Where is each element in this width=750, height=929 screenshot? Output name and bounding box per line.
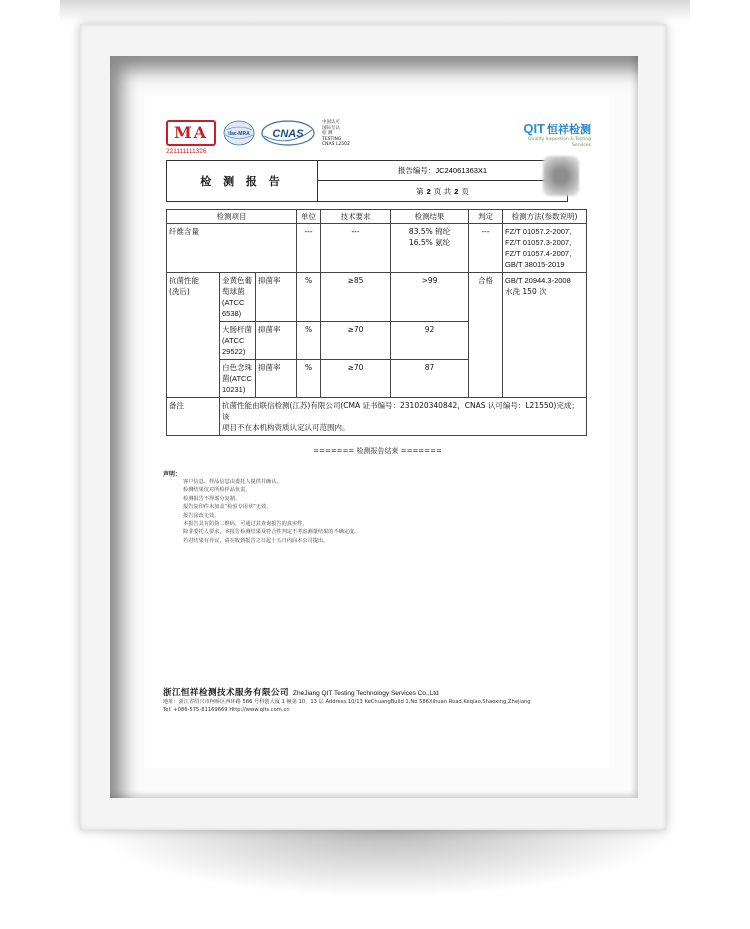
strain-line: 10231) [222,385,246,394]
page-prefix: 第 [416,186,424,196]
strain-line: 大肠杆菌 [222,325,252,334]
fiber-result-line: 83.5% 锦纶 [408,227,451,236]
fiber-judgement: --- [469,224,503,273]
cnas-label: CNAS [272,128,304,140]
report-title-box [166,160,568,202]
table-header-row [167,210,587,224]
row-result: >99 [391,273,469,322]
table-row [167,224,587,273]
strain-name [220,273,256,322]
strain-name [220,360,256,398]
antibacterial-item-line: 抗菌性能 [169,276,199,285]
company-name [163,686,593,698]
column-header: 技术要求 [321,210,391,224]
strain-line: 白色念珠 [222,363,252,372]
strain-line: 菌(ATCC [222,374,252,383]
strain-name [220,322,256,360]
column-header: 检测结果 [391,210,469,224]
company-contact: Tel: +086-575-81169669 Http://www.qits.com.cn [163,707,290,713]
strain-line: (ATCC [222,336,245,345]
fiber-requirement: --- [321,224,391,273]
row-unit: % [297,360,321,398]
page-indicator [318,181,567,201]
remark-line: 抗菌性能由联信检测(江苏)有限公司(CMA 证书编号：231020340842，CNAS 认可编号：L21550)完成；该 [222,401,579,421]
report-end-marker: ======= 检测报告结束 ======= [313,447,442,455]
company-name-cn: 浙江恒祥检测技术服务有限公司 [163,688,290,698]
report-page [145,96,610,768]
redacted-qr-code [543,156,579,196]
page-suffix: 页 [461,186,469,196]
column-header: 检测方法(参数说明) [503,210,587,224]
test-parameter: 抑菌率 [256,322,297,360]
table-row [167,273,587,322]
remark-text [220,398,587,436]
qit-cn: 恒祥检测 [547,124,591,136]
frame-shadow [90,828,680,898]
row-requirement: ≥70 [321,322,391,360]
strain-line: 金黄色葡 [222,276,252,285]
row-requirement: ≥85 [321,273,391,322]
report-number [318,161,567,181]
method-line: FZ/T 01057.4-2007, [505,249,572,258]
method-line: GB/T 38015-2019 [505,260,565,269]
qit-wordmark [511,122,591,137]
cnas-logo [258,118,318,148]
test-parameter: 抑菌率 [256,273,297,322]
fiber-result-line: 16.5% 氨纶 [408,238,451,247]
method-line: GB/T 20944.3-2008 [505,276,571,285]
cnas-caption-line: 中国认可 [322,120,340,125]
column-header: 单位 [297,210,321,224]
declaration-line: 本报告具有防伪二维码，可通过其查询报告的真实性。 [183,521,308,528]
report-number-value: JC24061363X1 [435,166,488,175]
declaration-line: 若对结果有异议，请在收到报告之日起十五日内向本公司提出。 [183,537,329,544]
strain-line: 29522) [222,347,246,356]
qit-brand: QIT [523,121,545,136]
declaration-line: 除非委托人要求，本报告检测结果及符合性判定不考虑测量结果的不确定度。 [183,529,360,536]
antibacterial-item [167,273,220,398]
cnas-caption-line: 国际互认 [322,125,340,131]
remark-row [167,398,587,436]
declaration-title: 声明： [163,471,182,478]
results-table [166,209,587,436]
antibacterial-item-line: (洗后) [169,287,190,296]
row-unit: % [297,273,321,322]
row-result: 87 [391,360,469,398]
top-shade [60,0,690,22]
column-header: 判定 [469,210,503,224]
cnas-caption [322,120,372,148]
cnas-caption-line: 检 测 [322,131,333,137]
method-line: FZ/T 01057.2-2007, [505,227,572,236]
remark-line: 项目不在本机构资质认定认可范围内。 [222,423,350,432]
company-address: 地址：浙江省绍兴市柯桥区西环路 586 号科创大厦 1 幢第 10、13 层 Address:10/13 KeChuangBuild 1,No 586Xihuan Road,Keqiao,Shaoxing,Zhejiang [163,699,531,705]
report-footer [163,686,593,714]
cnas-caption-line: TESTING [322,136,342,142]
test-parameter: 抑菌率 [256,360,297,398]
fiber-result [391,224,469,273]
method-line: 水洗 150 次 [505,287,547,296]
page-current: 2 [426,186,431,196]
cma-number: 221111111326 [166,148,207,155]
qit-logo [511,122,591,150]
cnas-caption-line: CNAS L2502 [322,142,350,148]
method-line: FZ/T 01057.3-2007, [505,238,572,247]
cma-mark: MA [166,120,216,146]
report-number-label: 报告编号： [397,166,436,175]
row-unit: % [297,322,321,360]
declaration-line: 检测报告不得部分复制。 [183,495,241,502]
fiber-unit: --- [297,224,321,273]
declaration-line: 检测结果仅对所检样品负责。 [183,487,251,494]
ilac-mra-logo [222,120,256,146]
fiber-method [503,224,587,273]
declaration-line: 报告涂改无效。 [183,512,220,519]
cma-logo [166,120,216,156]
report-header [166,114,591,154]
antibacterial-judgement: 合格 [469,273,503,398]
report-title: 检 测 报 告 [167,161,318,201]
page-total: 2 [454,186,459,196]
fiber-item: 纤维含量 [167,224,297,273]
strain-line: 萄球菌 [222,287,245,296]
strain-line: (ATCC [222,298,245,307]
antibacterial-method [503,273,587,398]
declaration-line: 客户信息、样品信息由委托人提供并确认。 [183,479,282,485]
column-header: 检测项目 [167,210,297,224]
page-mid: 页 共 [433,186,452,196]
qit-subtitle: Quality Inspection & Testing Services [528,137,591,148]
row-requirement: ≥70 [321,360,391,398]
remark-label: 备注 [167,398,220,436]
ilac-label: ilac-MRA [228,131,250,137]
declaration-line: 报告复印件未加盖“检验专用章”无效。 [183,504,272,511]
company-name-en: ZheJiang QIT Testing Technology Services Co.,Ltd [293,690,439,697]
row-result: 92 [391,322,469,360]
declaration-list [183,478,359,545]
strain-line: 6538) [222,309,242,318]
